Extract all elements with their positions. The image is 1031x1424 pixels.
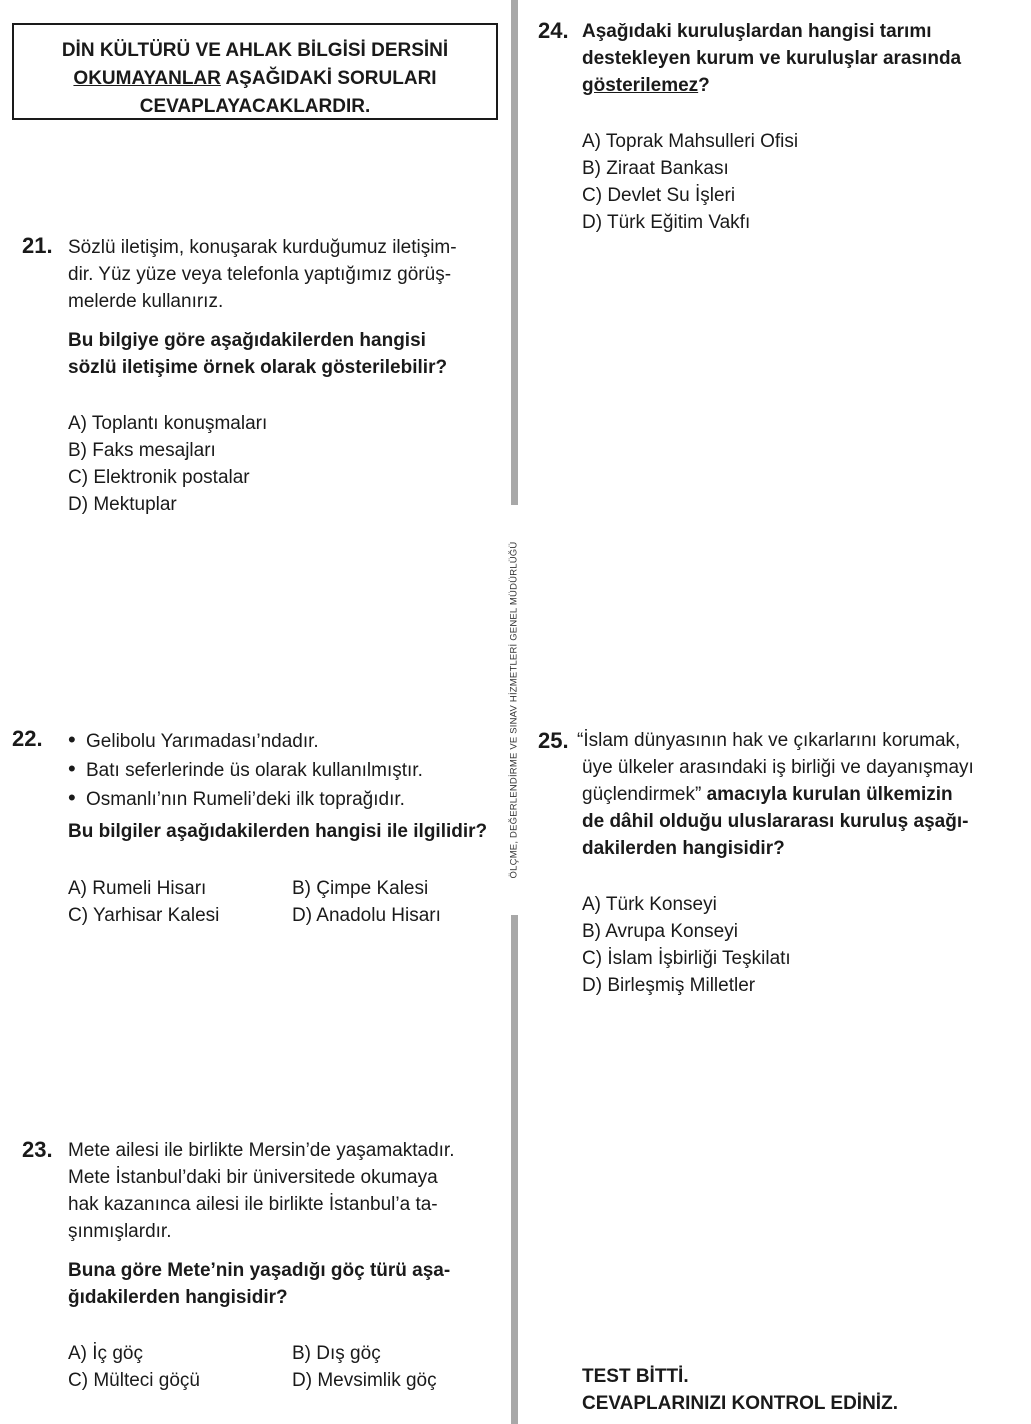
q21-text-line: dir. Yüz yüze veya telefonla yaptığımız görüş-: [68, 264, 452, 285]
check-answers-line: CEVAPLARINIZI KONTROL EDİNİZ.: [582, 1393, 898, 1414]
q23-option-c[interactable]: C) Mülteci göçü: [68, 1370, 200, 1391]
q24-question: [582, 18, 961, 99]
q23-text-line: Mete İstanbul’daki bir üniversitede okumaya: [68, 1167, 438, 1188]
test-end-notice: [582, 1363, 898, 1417]
notice-line-2-rest: AŞAĞIDAKİ SORULARI: [220, 68, 437, 89]
q25-text-bold: amacıyla kurulan ülkemizin: [701, 784, 953, 805]
q21-question-line: sözlü iletişime örnek olarak gösterilebilir?: [68, 357, 448, 378]
q25-option-a[interactable]: A) Türk Konseyi: [582, 894, 717, 915]
q25-option-b[interactable]: B) Avrupa Konseyi: [582, 921, 738, 942]
q22-option-c[interactable]: C) Yarhisar Kalesi: [68, 905, 220, 926]
q24-question-line: destekleyen kurum ve kuruluşlar arasında: [582, 48, 962, 69]
q23-text-line: hak kazanınca ailesi ile birlikte İstanbul’a ta-: [68, 1194, 438, 1215]
q22-bullets: [68, 726, 423, 813]
q21-option-d[interactable]: D) Mektuplar: [68, 494, 177, 515]
notice-line-2: [14, 65, 496, 93]
q23-option-b[interactable]: B) Dış göç: [292, 1343, 381, 1364]
q21-text: [68, 234, 457, 315]
q25-text-line: “İslam dünyasının hak ve çıkarlarını korumak,: [577, 730, 961, 751]
q21-question-line: Bu bilgiye göre aşağıdakilerden hangisi: [68, 330, 426, 351]
q24-question-underlined: gösterilemez: [582, 75, 699, 96]
q25-question-line: de dâhil olduğu uluslararası kuruluş aşağı-: [582, 811, 969, 832]
q25-question-line: dakilerden hangisidir?: [582, 838, 785, 859]
q23-question-line: ğıdakilerden hangisidir?: [68, 1287, 288, 1308]
q21-option-c[interactable]: C) Elektronik postalar: [68, 467, 250, 488]
q25-number: 25.: [538, 728, 569, 753]
notice-underlined-word: OKUMAYANLAR: [73, 68, 221, 89]
q24-options: [582, 128, 798, 236]
q25-option-c[interactable]: C) İslam İşbirliği Teşkilatı: [582, 948, 791, 969]
q24-option-a[interactable]: A) Toprak Mahsulleri Ofisi: [582, 131, 799, 152]
q22-bullet: • Osmanlı’nın Rumeli’deki ilk toprağıdır.: [68, 784, 423, 813]
q22-question: Bu bilgiler aşağıdakilerden hangisi ile ilgilidir?: [68, 821, 488, 842]
q21-option-a[interactable]: A) Toplantı konuşmaları: [68, 413, 268, 434]
q23-number: 23.: [22, 1137, 53, 1162]
test-end-line: TEST BİTTİ.: [582, 1366, 689, 1387]
q22-option-b[interactable]: B) Çimpe Kalesi: [292, 878, 429, 899]
q23-question: [68, 1257, 450, 1311]
q24-option-d[interactable]: D) Türk Eğitim Vakfı: [582, 212, 751, 233]
divider-vertical-text: ÖLÇME, DEĞERLENDİRME VE SINAV HİZMETLERİ GENEL MÜDÜRLÜĞÜ: [508, 541, 520, 879]
notice-line-1: DİN KÜLTÜRÜ VE AHLAK BİLGİSİ DERSİNİ: [61, 40, 449, 61]
q21-option-b[interactable]: B) Faks mesajları: [68, 440, 216, 461]
notice-box: [12, 23, 498, 120]
q24-option-b[interactable]: B) Ziraat Bankası: [582, 158, 729, 179]
q23-text-line: şınmışlardır.: [68, 1221, 172, 1242]
q21-text-line: melerde kullanırız.: [68, 291, 224, 312]
q23-text-line: Mete ailesi ile birlikte Mersin’de yaşamaktadır.: [68, 1140, 455, 1161]
q22-option-d[interactable]: D) Anadolu Hisarı: [292, 905, 441, 926]
q25-text: [577, 727, 974, 862]
q22-bullet: • Gelibolu Yarımadası’ndadır.: [68, 726, 423, 755]
q22-number: 22.: [12, 726, 43, 751]
q23-text: [68, 1137, 455, 1245]
q23-option-a[interactable]: A) İç göç: [68, 1343, 143, 1364]
divider-bar-top: [511, 0, 518, 505]
q24-question-line: Aşağıdaki kuruluşlardan hangisi tarımı: [582, 21, 932, 42]
q25-options: [582, 891, 791, 999]
divider-bar-bottom: [511, 915, 518, 1424]
q25-text-line: üye ülkeler arasındaki iş birliği ve dayanışmayı: [582, 757, 974, 778]
q25-text-line: [577, 781, 974, 808]
q21-question: [68, 327, 447, 381]
q22-option-a[interactable]: A) Rumeli Hisarı: [68, 878, 207, 899]
q24-question-end: ?: [698, 75, 710, 96]
q24-question-line: [582, 72, 961, 99]
q23-option-d[interactable]: D) Mevsimlik göç: [292, 1370, 437, 1391]
q21-options: [68, 410, 267, 518]
q23-question-line: Buna göre Mete’nin yaşadığı göç türü aşa-: [68, 1260, 451, 1281]
q21-number: 21.: [22, 233, 53, 258]
q21-text-line: Sözlü iletişim, konuşarak kurduğumuz iletişim-: [68, 237, 457, 258]
notice-line-3: CEVAPLAYACAKLARDIR.: [139, 96, 371, 117]
q24-option-c[interactable]: C) Devlet Su İşleri: [582, 185, 736, 206]
q25-text-normal: güçlendirmek”: [582, 784, 702, 805]
q22-bullet: • Batı seferlerinde üs olarak kullanılmıştır.: [68, 755, 423, 784]
q24-number: 24.: [538, 18, 569, 43]
q25-option-d[interactable]: D) Birleşmiş Milletler: [582, 975, 756, 996]
